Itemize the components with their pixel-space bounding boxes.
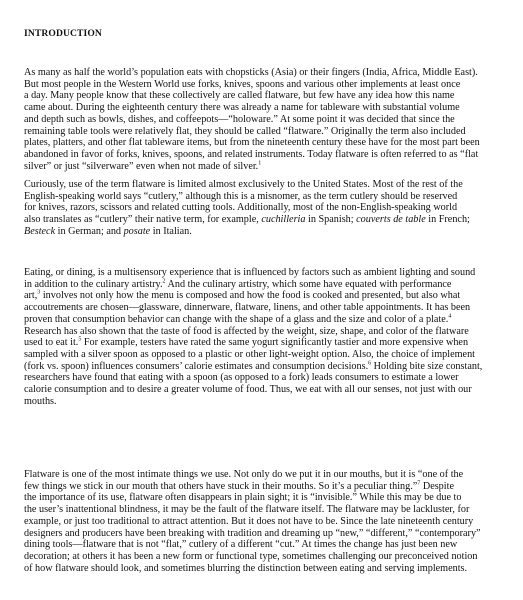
- text-line: [24, 516, 504, 528]
- text-run: dining tools—flatware that is not “flat,” cutlery of a different “cut.” At times the change has just been new: [24, 539, 458, 551]
- text-run: also translates as “cutlery” their native term, for example,: [24, 214, 262, 226]
- text-run: decoration; at others it has been a new form or functional type, sometimes challenging our preconceived notion: [24, 550, 478, 562]
- text-run: Holding bite size constant,: [371, 360, 483, 372]
- text-line: [24, 384, 504, 396]
- text-run: remaining table tools were relatively flat, they should be called “flatware.” Originally the term also included: [24, 125, 466, 137]
- text-run: Flatware is one of the most intimate things we use. Not only do we put it in our mouths, but it is “one of the: [24, 469, 464, 480]
- text-line: [24, 102, 504, 114]
- paragraph-3: [24, 267, 504, 407]
- text-line: [24, 504, 504, 516]
- text-line: [24, 279, 504, 291]
- text-run: in French;: [425, 214, 470, 226]
- text-line: [24, 161, 504, 173]
- text-line: [24, 492, 504, 504]
- text-run: silver” or just “silverware” even when not made of silver.: [24, 160, 259, 172]
- text-run: in Italian.: [150, 225, 192, 237]
- text-line: [24, 114, 504, 126]
- text-line: [24, 337, 504, 349]
- text-run: in addition to the culinary artistry.: [24, 278, 163, 290]
- text-run: came about. During the eighteenth century there was already a name for tableware with substantial volume: [24, 102, 460, 114]
- text-run: plates, platters, and other flat tableware items, but from the nineteenth century these have for the most part been: [24, 137, 480, 149]
- footnote-marker: 1: [258, 160, 262, 167]
- text-run: But most people in the Western World use forks, knives, spoons and various other implements at least once: [24, 78, 461, 90]
- text-line: [24, 551, 504, 563]
- text-line: [24, 202, 504, 214]
- section-heading: INTRODUCTION: [24, 28, 102, 39]
- italic-term: cuchilleria: [261, 214, 306, 226]
- text-line: [24, 372, 504, 384]
- text-line: [24, 361, 504, 373]
- italic-term: couverts de table: [356, 214, 426, 226]
- text-run: designers and producers have been breaking with tradition and dreaming up “new,” “different,” “contemporary”: [24, 527, 481, 539]
- text-line: [24, 469, 504, 481]
- footnote-marker: 5: [78, 336, 82, 343]
- text-run: mouths.: [24, 395, 57, 407]
- text-run: and depth such as bowls, dishes, and coffeepots—“holoware.” At some point it was decided that since the: [24, 113, 455, 125]
- text-run: proven that consumption behavior can change with the shape of a glass and the size and color of a plate.: [24, 313, 449, 325]
- footnote-marker: 4: [448, 313, 452, 320]
- text-run: And the culinary artistry, which some have equated with performance: [165, 278, 452, 290]
- text-line: [24, 79, 504, 91]
- footnote-marker: 7: [417, 480, 421, 487]
- text-run: Eating, or dining, is a multisensory experience that is influenced by factors such as ambient lighting and sound: [24, 267, 476, 278]
- text-run: involves not only how the menu is composed and how the food is cooked and presented, but also what: [40, 290, 461, 302]
- text-run: few things we stick in our mouth that others have stuck in their mouths. So it’s a peculiar thing.”: [24, 480, 418, 492]
- text-run: of how flatware should look, and sometimes blurring the distinction between eating and serving implements.: [24, 562, 468, 574]
- text-run: used to eat it.: [24, 337, 79, 349]
- text-run: abandoned in favor of forks, knives, spoons, and related instruments. Today flatware is often referred to as “flat: [24, 148, 479, 160]
- paragraph-4: [24, 469, 504, 574]
- text-line: [24, 149, 504, 161]
- text-run: English-speaking world says “cutlery,” although this is a misnomer, as the term cutlery should be reserved: [24, 190, 458, 202]
- text-run: researchers have found that eating with a spoon (as opposed to a fork) leads consumers to estimate a lower: [24, 372, 459, 384]
- text-run: calorie consumption and to desire a greater volume of food. Thus, we eat with all our senses, not just with our: [24, 384, 472, 396]
- text-run: Research has also shown that the taste of food is affected by the weight, size, shape, and color of the flatware: [24, 325, 469, 337]
- text-line: [24, 179, 504, 191]
- paragraph-2: [24, 179, 504, 238]
- text-run: Curiously, use of the term flatware is limited almost exclusively to the United States. Most of the rest of the: [24, 179, 463, 190]
- text-line: [24, 137, 504, 149]
- text-run: in German; and: [55, 225, 124, 237]
- text-line: [24, 90, 504, 102]
- text-line: [24, 349, 504, 361]
- text-line: [24, 126, 504, 138]
- footnote-marker: 6: [368, 360, 372, 367]
- text-run: (fork vs. spoon) influences consumers’ calorie estimates and consumption decisions.: [24, 360, 369, 372]
- text-run: Despite: [420, 480, 454, 492]
- text-line: [24, 302, 504, 314]
- text-line: [24, 396, 504, 408]
- text-line: [24, 314, 504, 326]
- text-run: For example, testers have rated the same yogurt significantly tastier and more expensive when: [81, 337, 469, 349]
- text-line: [24, 191, 504, 203]
- text-run: sampled with a silver spoon as opposed to a plastic or other light-weight option. Also, the choice of implement: [24, 348, 475, 360]
- text-run: example, or just too traditional to attract attention. But it does not have to be. Since the late nineteenth century: [24, 515, 474, 527]
- text-run: for knives, razors, scissors and related cutting tools. Additionally, most of the non-English-speaking world: [24, 202, 458, 214]
- text-run: the user’s inattentional blindness, it may be the fault of the flatware itself. The flatware may be lackluster, for: [24, 504, 470, 516]
- text-line: [24, 267, 504, 279]
- text-line: [24, 563, 504, 575]
- text-run: As many as half the world’s population eats with chopsticks (Asia) or their fingers (India, Africa, Middle East).: [24, 67, 478, 78]
- text-run: a day. Many people know that these collectively are called flatware, but few have any idea how this name: [24, 90, 455, 102]
- text-run: accoutrements are chosen—glassware, dinnerware, flatware, linens, and other table appointments. It has been: [24, 302, 471, 314]
- text-line: [24, 326, 504, 338]
- text-line: [24, 481, 504, 493]
- text-run: in Spanish;: [305, 214, 357, 226]
- text-line: [24, 528, 504, 540]
- text-line: [24, 290, 504, 302]
- text-line: [24, 67, 504, 79]
- text-line: [24, 539, 504, 551]
- footnote-marker: 2: [162, 278, 166, 285]
- footnote-marker: 3: [37, 290, 41, 297]
- text-line: [24, 214, 504, 226]
- text-run: art,: [24, 290, 38, 302]
- paragraph-1: [24, 67, 504, 172]
- text-line: [24, 226, 504, 238]
- text-run: the importance of its use, flatware often disappears in plain sight; it is “invisible.” While this may be due to: [24, 492, 462, 504]
- italic-term: Besteck: [24, 225, 56, 237]
- italic-term: posate: [123, 225, 151, 237]
